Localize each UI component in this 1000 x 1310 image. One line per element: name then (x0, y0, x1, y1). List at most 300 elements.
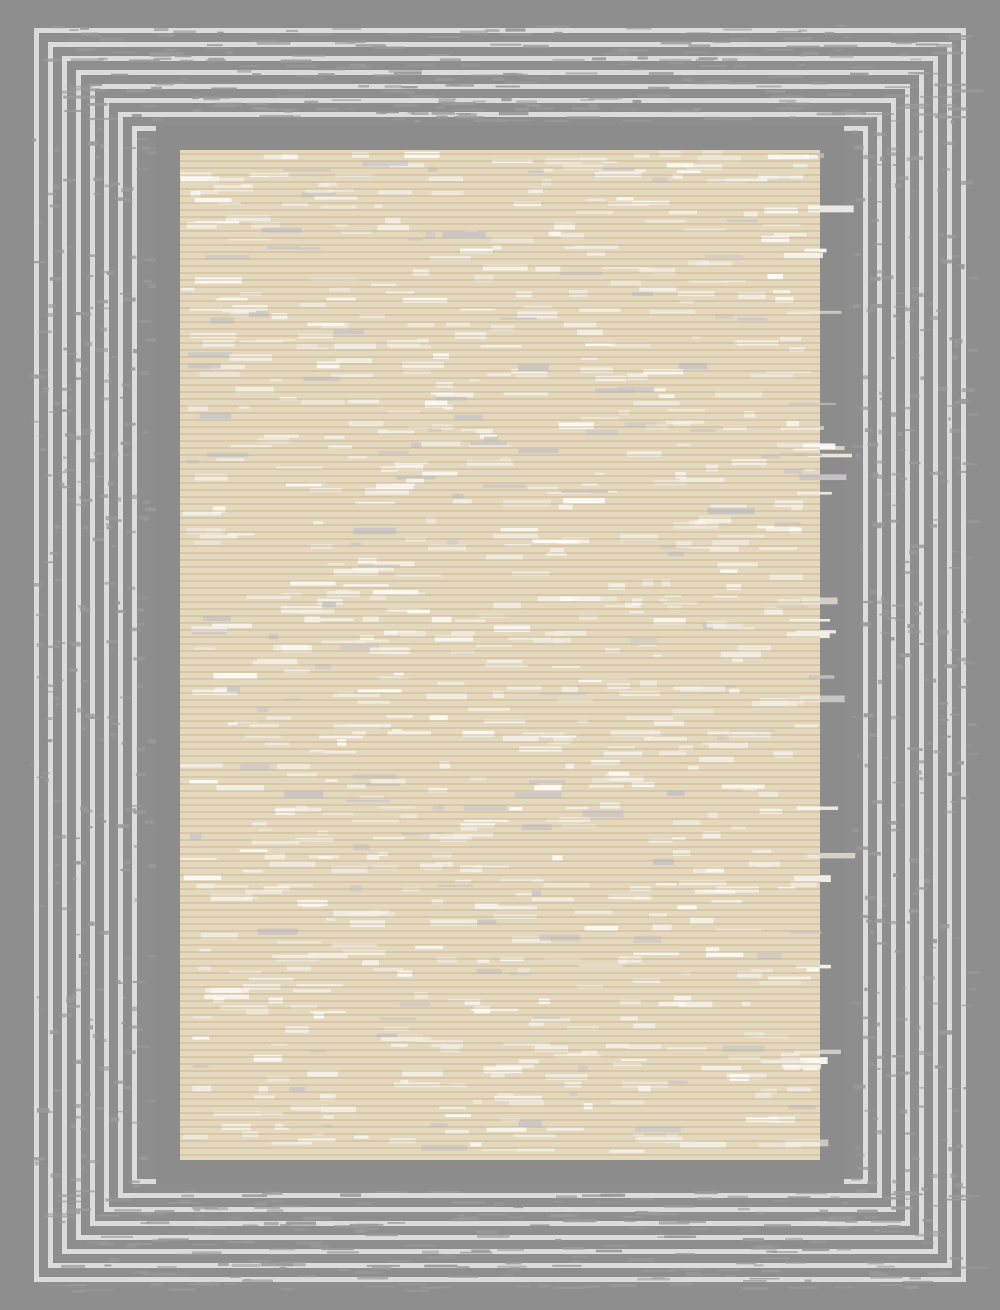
wear-speckle (733, 65, 746, 68)
wear-speckle (964, 662, 974, 664)
wear-speckle (964, 1087, 968, 1089)
wear-speckle (95, 348, 108, 352)
wear-speckle (887, 617, 897, 619)
wear-speckle (864, 713, 874, 717)
wear-speckle (354, 1230, 368, 1233)
wear-speckle (318, 73, 335, 76)
wear-speckle (387, 1222, 405, 1224)
wear-speckle (675, 1253, 695, 1255)
wear-speckle (933, 519, 942, 521)
field-patch (461, 828, 478, 831)
wear-speckle (505, 1262, 521, 1265)
wear-speckle (50, 552, 59, 555)
wear-speckle (501, 33, 531, 36)
wear-speckle (875, 1068, 880, 1070)
wear-speckle (899, 478, 906, 481)
wear-speckle (154, 58, 172, 60)
field-patch (518, 365, 549, 371)
wear-speckle (99, 127, 102, 130)
field-patch (595, 473, 605, 475)
field-patch (453, 499, 471, 503)
wear-speckle (926, 1231, 940, 1234)
wear-speckle (722, 58, 737, 61)
wear-speckle (87, 1160, 98, 1163)
wear-speckle (624, 1221, 635, 1223)
wear-speckle (956, 1195, 981, 1198)
wear-speckle (919, 777, 923, 780)
wear-speckle (112, 52, 135, 54)
wear-speckle (143, 280, 152, 283)
wear-speckle (892, 473, 903, 476)
field-patch (677, 443, 691, 446)
field-patch (411, 443, 421, 448)
field-patch (188, 352, 232, 357)
wear-speckle (939, 1030, 952, 1034)
wear-speckle (864, 1110, 875, 1112)
wear-speckle (862, 1017, 871, 1020)
wear-speckle (61, 907, 71, 910)
field-patch (333, 330, 363, 334)
wear-speckle (304, 101, 318, 104)
wear-speckle (728, 1196, 748, 1199)
field-patch (744, 212, 758, 217)
wear-speckle (901, 804, 905, 807)
wear-speckle (45, 1111, 54, 1113)
wear-speckle (354, 1271, 382, 1274)
wear-speckle (37, 643, 44, 647)
wear-speckle (552, 59, 584, 62)
wear-speckle (565, 1213, 573, 1215)
wear-speckle (892, 33, 914, 35)
wear-speckle (251, 107, 268, 109)
wear-speckle (108, 481, 114, 485)
wear-speckle (143, 501, 151, 504)
wear-speckle (87, 103, 107, 106)
wear-speckle (513, 1207, 523, 1209)
wear-speckle (922, 1187, 928, 1190)
field-patch (535, 266, 560, 271)
field-patch (673, 820, 700, 825)
wear-speckle (126, 531, 136, 534)
wear-speckle (44, 1213, 67, 1215)
field-patch (774, 233, 807, 236)
field-patch (346, 800, 389, 802)
wear-speckle (648, 87, 670, 90)
wear-speckle (514, 108, 529, 111)
field-patch (240, 849, 268, 852)
wear-speckle (857, 1210, 878, 1213)
wear-speckle (126, 90, 144, 93)
wear-speckle (951, 1174, 957, 1178)
field-patch (367, 854, 379, 860)
wear-speckle (137, 1045, 149, 1048)
wear-speckle (54, 835, 66, 839)
field-patch (284, 791, 323, 798)
wear-speckle (895, 950, 901, 953)
wear-speckle (83, 499, 93, 502)
wear-speckle (55, 882, 59, 885)
wear-speckle (916, 73, 940, 75)
wear-speckle (699, 57, 718, 60)
wear-speckle (871, 1062, 874, 1066)
wear-speckle (76, 48, 95, 51)
wear-speckle (133, 981, 145, 983)
wear-speckle (936, 471, 944, 475)
wear-speckle (580, 99, 594, 101)
field-patch (213, 506, 226, 512)
wear-speckle (935, 1065, 943, 1068)
wear-speckle (237, 69, 251, 72)
wear-speckle (945, 811, 955, 814)
wear-speckle (918, 1051, 926, 1055)
wear-speckle (173, 30, 196, 33)
wear-speckle (836, 49, 842, 51)
wear-speckle (894, 306, 907, 308)
wear-speckle (856, 1086, 859, 1090)
wear-speckle (877, 1266, 895, 1268)
wear-speckle (140, 371, 149, 375)
wear-speckle (140, 1222, 148, 1224)
wear-speckle (137, 138, 147, 140)
wear-speckle (159, 1273, 191, 1275)
wear-speckle (72, 878, 76, 881)
wear-speckle (116, 610, 125, 613)
wear-speckle (516, 100, 537, 103)
wear-speckle (750, 1278, 780, 1280)
wear-speckle (957, 658, 966, 662)
field-patch (192, 1085, 211, 1092)
field-patch (627, 1044, 662, 1049)
wear-speckle (140, 320, 152, 322)
field-patch (633, 401, 679, 406)
field-patch (707, 732, 726, 735)
field-patch (738, 292, 766, 298)
wear-speckle (80, 807, 87, 811)
field-patch (546, 1127, 583, 1130)
field-patch (787, 698, 804, 705)
wear-speckle (875, 992, 880, 994)
wear-speckle (728, 82, 755, 84)
field-patch (318, 856, 333, 859)
wear-speckle (898, 449, 906, 451)
wear-speckle (73, 989, 82, 992)
wear-speckle (68, 247, 73, 249)
wear-speckle (871, 1220, 901, 1223)
wear-speckle (439, 98, 457, 100)
wear-speckle (950, 428, 961, 432)
wear-speckle (47, 313, 55, 317)
wear-speckle (54, 402, 60, 405)
wear-speckle (883, 610, 889, 614)
field-patch (533, 1017, 560, 1019)
wear-speckle (876, 524, 881, 528)
field-patch (501, 528, 538, 532)
wear-speckle (516, 1285, 529, 1287)
field-patch (494, 625, 530, 631)
wear-speckle (99, 38, 122, 41)
field-patch (567, 1026, 599, 1031)
wear-speckle (89, 1025, 93, 1029)
field-patch (400, 1002, 431, 1006)
wear-speckle (477, 1235, 509, 1238)
wear-speckle (120, 397, 123, 399)
wear-speckle (892, 782, 902, 784)
field-patch (609, 1150, 644, 1153)
field-patch (727, 219, 758, 222)
wear-speckle (968, 413, 978, 416)
wear-speckle (499, 112, 529, 115)
field-patch (518, 449, 558, 453)
wear-speckle (889, 520, 899, 523)
wear-speckle (686, 32, 710, 34)
wear-speckle (905, 1286, 918, 1289)
wear-speckle (553, 1286, 585, 1289)
wear-speckle (494, 1202, 503, 1205)
wear-speckle (952, 707, 957, 709)
field-patch (386, 715, 412, 718)
wear-speckle (284, 110, 292, 113)
field-patch (378, 190, 412, 194)
field-patch (676, 541, 692, 548)
wear-speckle (937, 44, 956, 47)
wear-speckle (886, 152, 896, 156)
wear-speckle (785, 1238, 803, 1241)
wear-speckle (668, 62, 686, 64)
wear-speckle (401, 86, 417, 88)
field-patch (385, 217, 400, 224)
wear-speckle (765, 90, 786, 93)
wear-speckle (63, 95, 95, 98)
wear-speckle (863, 601, 874, 603)
wear-speckle (959, 399, 968, 402)
wear-speckle (154, 1210, 174, 1213)
wear-speckle (85, 714, 95, 718)
wear-speckle (88, 141, 97, 145)
wear-speckle (44, 474, 51, 476)
wear-speckle (314, 77, 325, 79)
field-patch (187, 222, 217, 229)
wear-speckle (903, 1281, 933, 1283)
wear-speckle (255, 1202, 267, 1205)
wear-speckle (121, 869, 130, 871)
field-patch (712, 540, 749, 546)
field-patch (635, 1137, 663, 1143)
wear-speckle (948, 417, 951, 420)
field-patch (667, 1081, 688, 1084)
field-patch (552, 666, 580, 668)
field-patch (257, 707, 268, 712)
field-patch (706, 947, 719, 951)
wear-speckle (367, 1265, 400, 1267)
wear-speckle (932, 947, 936, 949)
wear-speckle (773, 1200, 791, 1202)
wear-speckle (321, 1248, 354, 1250)
field-patch (545, 1074, 587, 1080)
wear-speckle (694, 1191, 718, 1194)
wear-speckle (251, 1260, 272, 1262)
wear-speckle (346, 108, 355, 110)
wear-speckle (787, 102, 810, 105)
wear-speckle (713, 41, 731, 44)
wear-speckle (129, 256, 137, 259)
field-patch (354, 1136, 369, 1139)
field-patch (451, 631, 475, 635)
wear-speckle (889, 921, 899, 924)
wear-speckle (227, 1241, 254, 1243)
wear-speckle (124, 958, 131, 960)
field-patch (301, 303, 327, 307)
wear-speckle (772, 1251, 798, 1253)
wear-speckle (67, 1208, 91, 1211)
wear-speckle (572, 108, 600, 110)
wear-speckle (55, 249, 64, 253)
field-patch (206, 528, 225, 533)
field-patch (437, 957, 457, 963)
wear-speckle (556, 1195, 577, 1198)
wear-speckle (130, 495, 138, 499)
wear-speckle (242, 1194, 267, 1197)
wear-speckle (949, 337, 952, 341)
wear-speckle (832, 112, 866, 115)
wear-speckle (916, 355, 920, 357)
wear-speckle (621, 61, 631, 63)
wear-speckle (151, 87, 162, 90)
wear-speckle (311, 1244, 329, 1247)
wear-speckle (880, 398, 884, 401)
field-patch (760, 698, 787, 705)
wear-speckle (844, 36, 850, 38)
field-patch (321, 206, 357, 209)
wear-speckle (910, 190, 913, 193)
wear-speckle (151, 1283, 164, 1286)
wear-speckle (37, 777, 44, 779)
field-patch (265, 742, 289, 745)
field-patch (515, 792, 562, 797)
wear-speckle (616, 97, 623, 100)
wear-speckle (690, 1228, 710, 1230)
field-patch (689, 280, 728, 282)
wear-speckle (406, 63, 435, 66)
wear-speckle (211, 88, 237, 90)
field-patch (509, 807, 522, 810)
field-patch (438, 885, 473, 887)
wear-speckle (856, 198, 865, 201)
field-patch (219, 297, 247, 300)
wear-speckle (898, 1071, 908, 1075)
wear-speckle (232, 1264, 260, 1267)
wear-speckle (723, 29, 751, 31)
wear-speckle (36, 614, 45, 616)
field-patch (589, 784, 624, 787)
field-patch (348, 399, 380, 403)
wear-speckle (798, 30, 807, 32)
wear-speckle (358, 85, 369, 87)
wear-speckle (899, 653, 911, 657)
wear-speckle (84, 971, 88, 974)
wear-speckle (415, 120, 421, 123)
wear-speckle (145, 821, 153, 825)
field-patch (296, 806, 307, 812)
field-patch (227, 686, 240, 692)
wear-speckle (948, 107, 968, 110)
wear-speckle (858, 1167, 871, 1170)
wear-speckle (688, 44, 710, 47)
wear-speckle (916, 887, 929, 889)
wear-speckle (937, 630, 949, 634)
wear-speckle (967, 463, 977, 466)
field-patch (491, 325, 515, 331)
wear-speckle (129, 1181, 140, 1184)
wear-speckle (471, 1250, 490, 1253)
wear-speckle (264, 1200, 284, 1202)
wear-speckle (914, 612, 921, 615)
wear-speckle (87, 118, 118, 120)
field-patch (627, 451, 662, 456)
wear-speckle (137, 609, 144, 612)
wear-speckle (169, 1288, 195, 1291)
wear-speckle (932, 939, 937, 943)
field-patch (654, 655, 663, 657)
wear-speckle (114, 1209, 141, 1211)
field-patch (277, 941, 320, 943)
field-patch (430, 256, 471, 260)
field-patch (318, 183, 329, 187)
wear-speckle (286, 30, 298, 32)
wear-speckle (110, 733, 116, 737)
wear-speckle (903, 571, 913, 574)
wear-speckle (789, 116, 796, 118)
wear-speckle (552, 1265, 581, 1267)
wear-speckle (130, 628, 141, 632)
wear-speckle (563, 1219, 596, 1222)
wear-speckle (41, 369, 48, 371)
wear-speckle (131, 1122, 139, 1124)
field-patch (632, 782, 655, 787)
wear-speckle (54, 1089, 62, 1092)
field-patch (586, 199, 606, 201)
wear-speckle (74, 312, 85, 315)
wear-speckle (720, 117, 752, 120)
field-patch (742, 1002, 751, 1006)
wear-speckle (476, 1230, 497, 1233)
wear-speckle (933, 750, 941, 753)
wear-speckle (97, 530, 102, 532)
wear-speckle (962, 388, 975, 392)
wear-speckle (91, 36, 101, 38)
wear-speckle (939, 233, 944, 237)
wear-speckle (134, 1271, 148, 1273)
field-patch (703, 742, 714, 745)
wear-speckle (907, 157, 917, 161)
wear-speckle (54, 640, 61, 642)
field-patch (205, 988, 249, 993)
wear-speckle (924, 879, 930, 883)
wear-speckle (923, 976, 935, 980)
wear-speckle (77, 708, 83, 712)
field-patch (432, 617, 452, 623)
wear-speckle (831, 1196, 840, 1199)
field-patch (204, 994, 249, 999)
field-patch (790, 619, 830, 622)
field-patch (433, 353, 449, 359)
wear-speckle (298, 1275, 317, 1277)
wear-speckle (107, 526, 113, 529)
wear-speckle (751, 1246, 778, 1249)
field-patch (583, 810, 624, 817)
field-patch (302, 399, 345, 404)
field-patch (659, 599, 668, 601)
wear-speckle (917, 130, 923, 133)
